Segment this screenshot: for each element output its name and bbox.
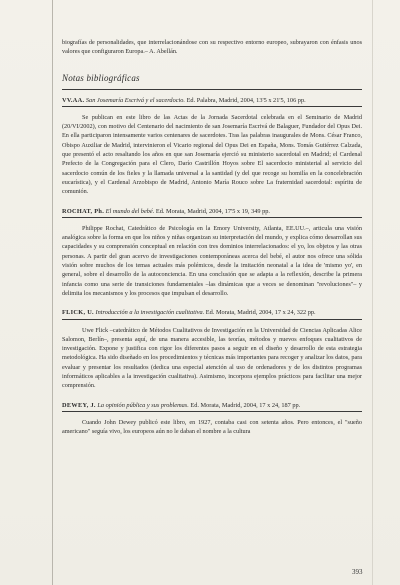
entry-title: Introducción a la investigación cualitativa. (95, 309, 205, 317)
entry-author: FLICK, U. (62, 309, 94, 317)
entry-header (62, 207, 362, 218)
entry-header (62, 96, 362, 107)
page-content (62, 38, 362, 437)
entry-title: La opinión pública y sus problemas. (97, 401, 189, 409)
bibliography-entry (62, 96, 362, 197)
entry-author: ROCHAT, Ph. (62, 207, 105, 215)
entry-body: Philippe Rochat, Catedrático de Psicología en la Emory University, Atlanta, EE.UU.–, articula una visión analógica sobre la forma en que los niños y niñas organizan su interpretación del mundo, y explica cómo desarrollan sus capacidades y su comprensión conceptual en relación con tres dominios interrelacionados: el yo, los objetos y las otras personas. A partir del gran acervo de investigaciones contemporáneas acerca del bebé, el autor nos ofrece una sólida visión sobre muchos de los temas actuales más polémicos, desde la imitación neonatal a la idea de 'mismo yo', en general, sobre el desarrollo de la autoconciencia. En una conclusión que se adapta a la reflexión, describe la primera infancia como una serie de transiciones fundamentales –las dinámicas que a veces se denominan "revoluciones"– y delimita los mecanismos y los procesos que impulsan el desarrollo. (62, 224, 362, 297)
entry-body: Cuando John Dewey publicó este libro, en 1927, contaba casi con setenta años. Pero entonces, el "sueño americano" seguía vivo, los europeos aún no le daban el nombre a la cultura (62, 418, 362, 436)
entry-body: Uwe Flick –catedrático de Métodos Cualitativos de Investigación en la Universidad de Ciencias Aplicadas Alice Salomon, Berlín–, presenta aquí, de una manera accesible, las teorías, métodos y nuevos enfoques cualitativos de investigación. Expone y justifica con rigor los diferentes pasos a seguir en el diseño y desarrollo de esta estrategia metodológica. Ha sido diseñado en los procedimientos y técnicas más importantes para recoger y analizar los datos, para evaluar y presentar los resultados (dedica una especial atención al uso de ordenadores y de los distintos programas informáticos aplicables a la investigación cualitativa). Asimismo, incorpora ejemplos prácticos para facilitar una mejor comprensión. (62, 326, 362, 390)
entry-title: El mundo del bebé. (105, 207, 155, 215)
entry-header (62, 401, 362, 412)
previous-review-ending: biografías de personalidades, que interrelacionándose con su respectivo entorno europeo, subrayaron con énfasis unos valores que configuraron Europa.– A. Abellán. (62, 39, 362, 56)
entry-details: Ed. Morata, Madrid, 2004, 17 x 24, 187 pp. (190, 401, 301, 409)
entry-author: VV.AA. (62, 96, 85, 104)
section-rule (62, 89, 362, 90)
section-title: Notas bibliográficas (62, 72, 140, 83)
page-number: 393 (352, 568, 363, 576)
entry-body: Se publican en este libro de las Actas de la Jornada Sacerdotal celebrada en el Seminario de Madrid (20/VI/2002), con motivo del Centenario del nacimiento de san Josemaría Escrivá de Balaguer, Fundador del Opus Dei. En ella participaron intensamente varios centenares de sacerdotes. Tras las palabras inaugurales de Mons. César Franco, Obispo Auxiliar de Madrid, intervinieron el Vicario regional del Opus Dei en España, Mons. Tomás Gutiérrez Calzada, que presentó el acto resaltando los años en que san Josemaría ejerció su ministerio sacerdotal en Madrid; el Cardenal Prefecto de la Congregación para el Clero, Darío Castrillón Hoyos sobre El sacerdocio ministerial al servicio del sacerdocio común de los fieles y la llamada universal a la santidad (y del que recoge su homilía en la concelebración eucarística), y el Cardenal Arzobispo de Madrid, Antonio María Rouco sobre La fraternidad sacerdotal: espíritu de comunión. (62, 113, 362, 196)
entry-header (62, 308, 362, 319)
entry-details: Ed. Morata, Madrid, 2004, 17 x 24, 322 pp. (205, 309, 316, 317)
bibliography-entry (62, 401, 362, 437)
entry-details: Ed. Palabra, Madrid, 2004, 13'5 x 21'5, 106 pp. (186, 96, 306, 104)
page-margin-line (52, 0, 53, 585)
entry-title: San Josemaría Escrivá y el sacerdocio. (85, 96, 185, 104)
bibliography-entry (62, 308, 362, 390)
entry-details: Ed. Morata, Madrid, 2004, 17'5 x 19, 349 pp. (155, 207, 270, 215)
bibliography-entry (62, 207, 362, 299)
page-edge-line (372, 0, 373, 585)
entry-author: DEWEY, J. (62, 401, 96, 409)
